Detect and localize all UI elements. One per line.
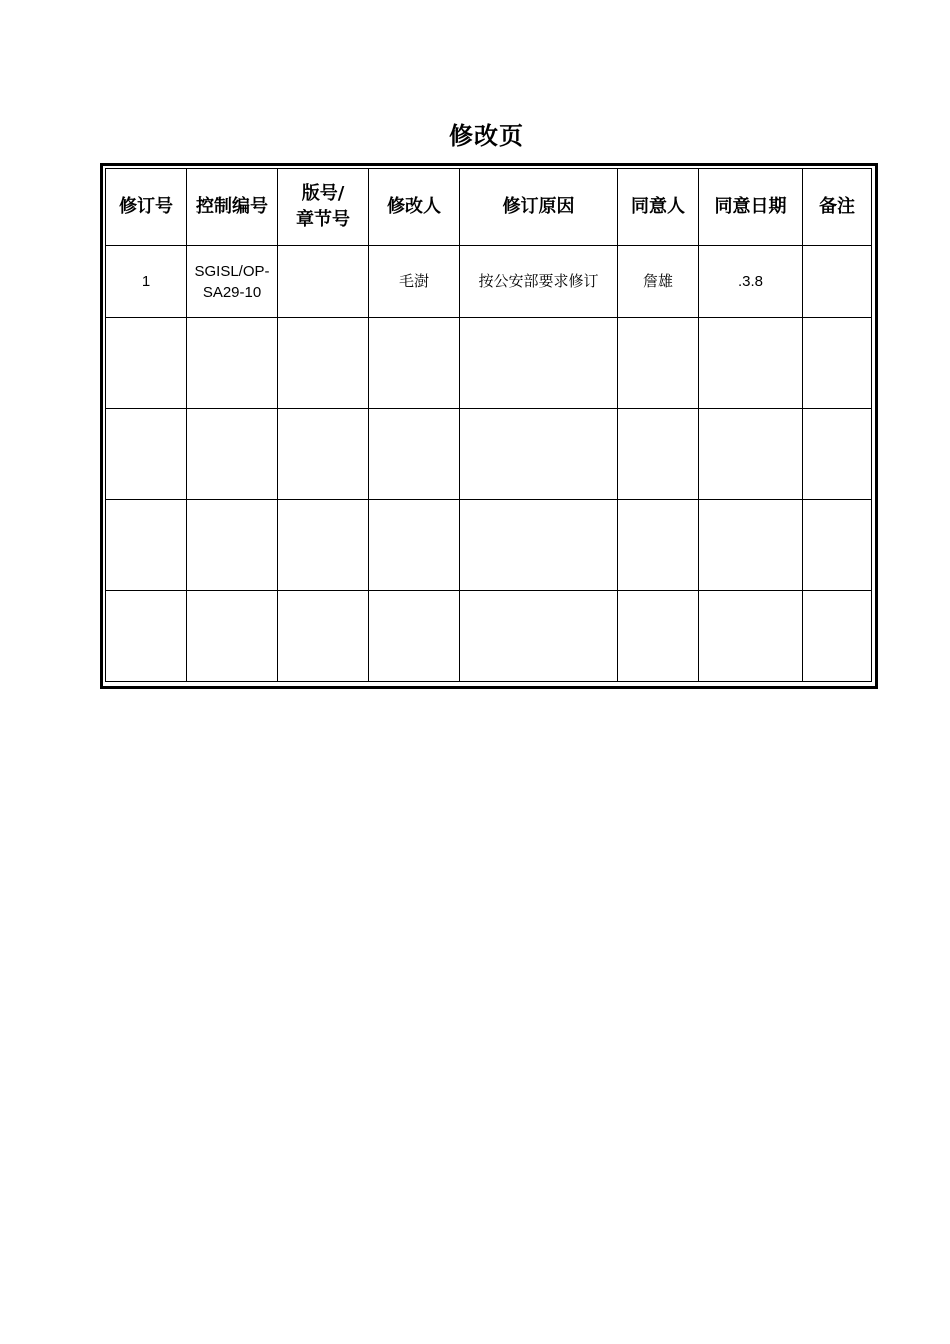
empty-cell [278,500,369,591]
empty-cell [187,318,278,409]
header-approve-date: 同意日期 [699,169,803,246]
empty-cell [803,591,872,682]
table-row-empty [106,591,872,682]
table-row-empty [106,318,872,409]
empty-cell [460,409,618,500]
revision-table [105,168,872,682]
empty-cell [369,500,460,591]
cell-rev-no: 1 [106,245,187,318]
empty-cell [699,318,803,409]
empty-cell [460,500,618,591]
cell-control-no [187,245,278,318]
empty-cell [618,318,699,409]
empty-cell [106,591,187,682]
empty-cell [369,318,460,409]
empty-cell [699,591,803,682]
empty-cell [187,500,278,591]
header-rev-no: 修订号 [106,169,187,246]
cell-reason: 按公安部要求修订 [460,245,618,318]
empty-cell [460,591,618,682]
empty-cell [106,500,187,591]
empty-cell [618,591,699,682]
header-control-no: 控制编号 [187,169,278,246]
cell-version [278,245,369,318]
revision-table-frame [100,163,878,689]
empty-cell [618,409,699,500]
empty-cell [460,318,618,409]
empty-cell [187,591,278,682]
header-version-line1: 版号/ [301,182,345,204]
header-row [106,169,872,246]
empty-cell [278,409,369,500]
header-remark: 备注 [803,169,872,246]
empty-cell [803,409,872,500]
cell-control-no-line1: SGISL/OP- [194,262,270,280]
cell-approve-date: .3.8 [699,245,803,318]
cell-remark [803,245,872,318]
cell-control-no-line2: SA29-10 [202,283,262,301]
empty-cell [803,500,872,591]
header-version [278,169,369,246]
empty-cell [278,591,369,682]
empty-cell [369,591,460,682]
table-row-empty [106,409,872,500]
header-approver: 同意人 [618,169,699,246]
empty-cell [187,409,278,500]
table-row [106,245,872,318]
empty-cell [803,318,872,409]
empty-cell [699,500,803,591]
empty-cell [278,318,369,409]
empty-cell [699,409,803,500]
cell-modifier: 毛澍 [369,245,460,318]
header-reason: 修订原因 [460,169,618,246]
page-title: 修改页 [449,122,524,150]
empty-cell [369,409,460,500]
header-modifier: 修改人 [369,169,460,246]
header-version-line2: 章节号 [296,208,350,230]
cell-approver: 詹雄 [618,245,699,318]
table-row-empty [106,500,872,591]
empty-cell [106,409,187,500]
empty-cell [618,500,699,591]
empty-cell [106,318,187,409]
